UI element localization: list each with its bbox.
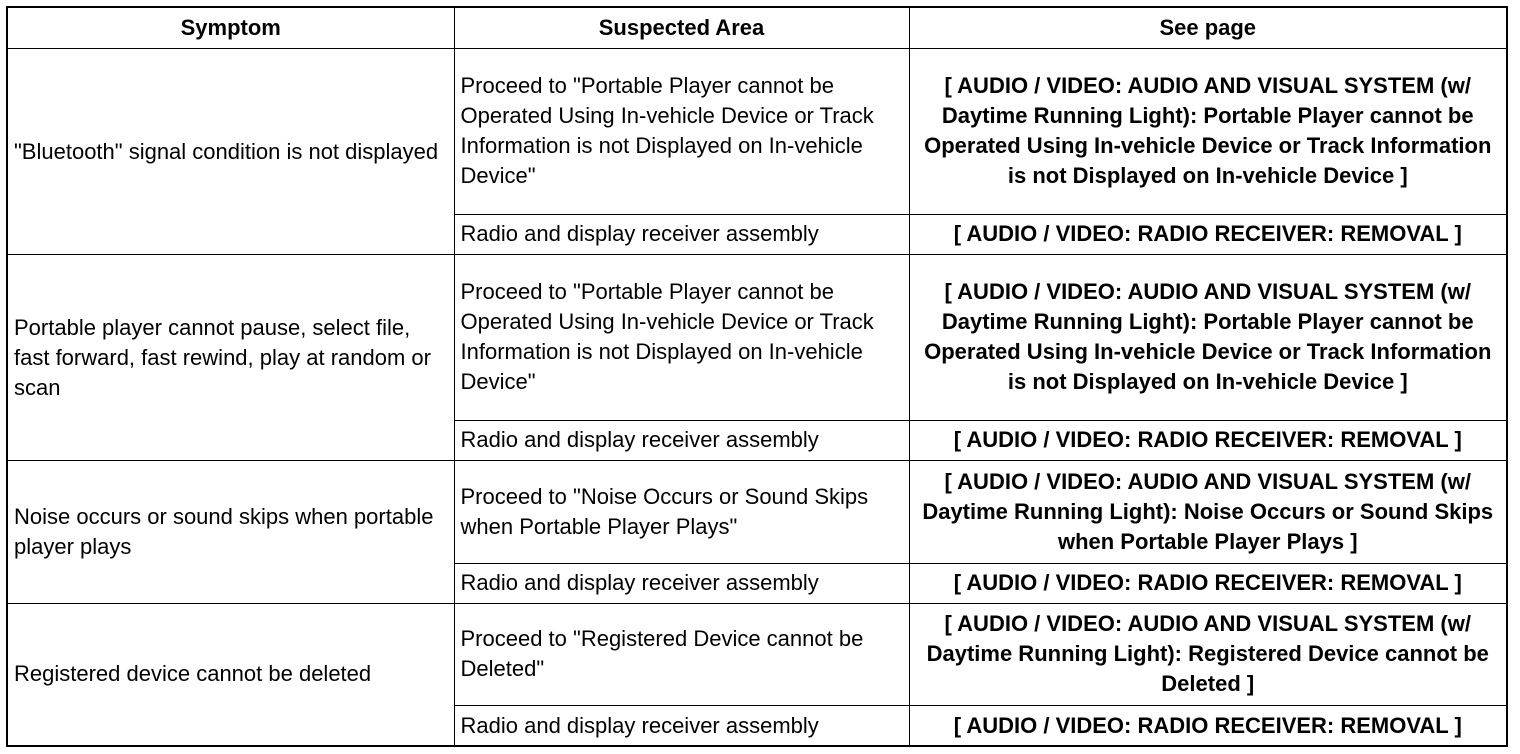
header-symptom: Symptom (7, 7, 454, 49)
see-page-link[interactable]: [ AUDIO / VIDEO: AUDIO AND VISUAL SYSTEM (w/ Daytime Running Light): Portable Player cannot be Operated Using In-vehicle Device or Track Information is not Displayed on In-vehicle Device ] (909, 255, 1507, 421)
suspected-area-cell: Radio and display receiver assembly (454, 563, 909, 603)
suspected-area-cell: Radio and display receiver assembly (454, 420, 909, 460)
header-see-page: See page (909, 7, 1507, 49)
suspected-area-cell: Proceed to "Portable Player cannot be Operated Using In-vehicle Device or Track Information is not Displayed on In-vehicle Device" (454, 49, 909, 215)
symptom-cell: "Bluetooth" signal condition is not displayed (7, 49, 454, 255)
header-suspected-area: Suspected Area (454, 7, 909, 49)
suspected-area-cell: Proceed to "Registered Device cannot be Deleted" (454, 603, 909, 706)
table-row (7, 49, 1507, 215)
see-page-link[interactable]: [ AUDIO / VIDEO: AUDIO AND VISUAL SYSTEM (w/ Daytime Running Light): Registered Device cannot be Deleted ] (909, 603, 1507, 706)
see-page-link[interactable]: [ AUDIO / VIDEO: RADIO RECEIVER: REMOVAL ] (909, 214, 1507, 254)
symptom-cell: Noise occurs or sound skips when portable player plays (7, 461, 454, 604)
see-page-link[interactable]: [ AUDIO / VIDEO: AUDIO AND VISUAL SYSTEM (w/ Daytime Running Light): Portable Player cannot be Operated Using In-vehicle Device or Track Information is not Displayed on In-vehicle Device ] (909, 49, 1507, 215)
see-page-link[interactable]: [ AUDIO / VIDEO: RADIO RECEIVER: REMOVAL ] (909, 420, 1507, 460)
table-row (7, 461, 1507, 564)
symptom-table (6, 6, 1508, 747)
see-page-link[interactable]: [ AUDIO / VIDEO: AUDIO AND VISUAL SYSTEM (w/ Daytime Running Light): Noise Occurs or Sound Skips when Portable Player Plays ] (909, 461, 1507, 564)
suspected-area-cell: Radio and display receiver assembly (454, 706, 909, 746)
suspected-area-cell: Proceed to "Portable Player cannot be Operated Using In-vehicle Device or Track Information is not Displayed on In-vehicle Device" (454, 255, 909, 421)
suspected-area-cell: Proceed to "Noise Occurs or Sound Skips when Portable Player Plays" (454, 461, 909, 564)
symptom-cell: Registered device cannot be deleted (7, 603, 454, 746)
table-row (7, 255, 1507, 421)
see-page-link[interactable]: [ AUDIO / VIDEO: RADIO RECEIVER: REMOVAL ] (909, 563, 1507, 603)
table-row (7, 603, 1507, 706)
see-page-link[interactable]: [ AUDIO / VIDEO: RADIO RECEIVER: REMOVAL ] (909, 706, 1507, 746)
header-row (7, 7, 1507, 49)
suspected-area-cell: Radio and display receiver assembly (454, 214, 909, 254)
symptom-cell: Portable player cannot pause, select file, fast forward, fast rewind, play at random or scan (7, 255, 454, 461)
